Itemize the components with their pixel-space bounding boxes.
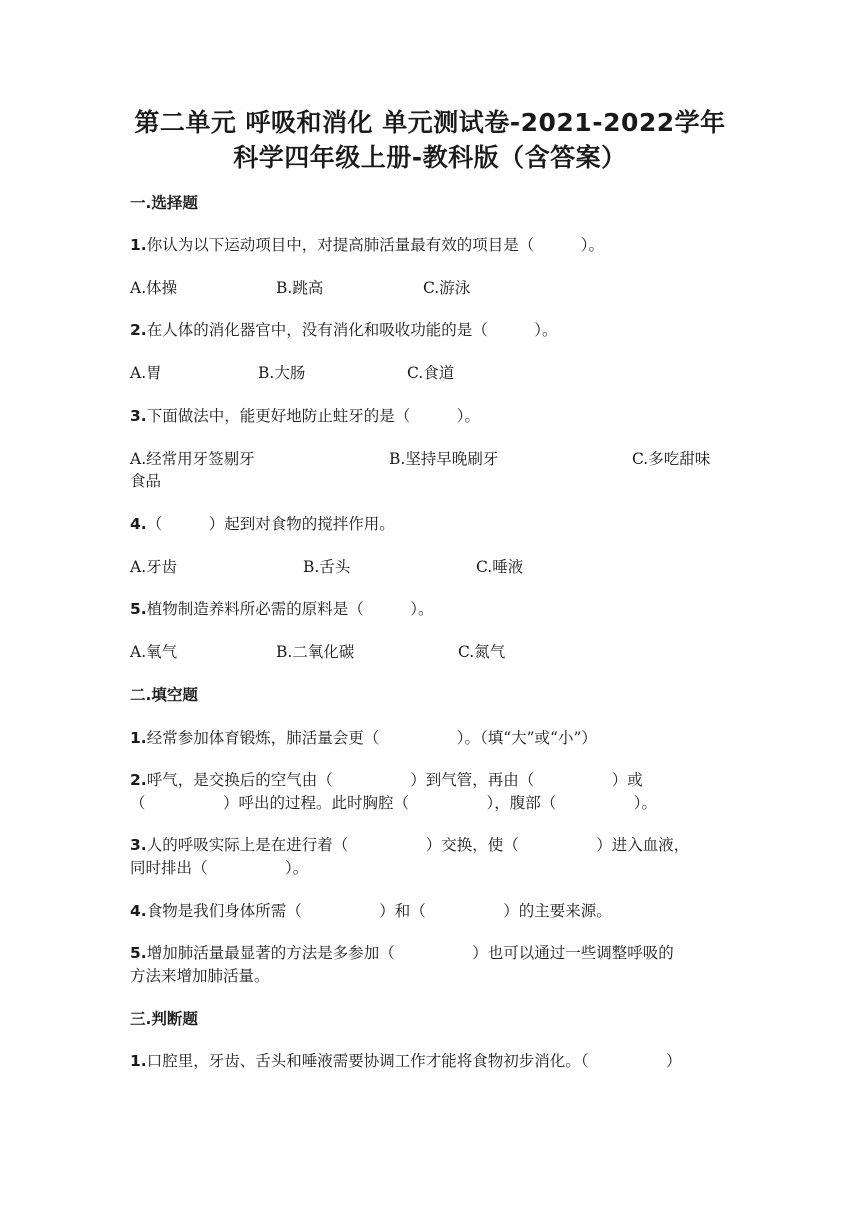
question-number: 3. <box>130 407 147 425</box>
question-text: 你认为以下运动项目中，对提高肺活量最有效的项目是（ ）。 <box>146 236 604 254</box>
choice-question-4 <box>130 513 740 535</box>
section-heading-fill: 二.填空题 <box>130 686 198 704</box>
option-a: A.胃 <box>130 364 162 382</box>
question-number: 2. <box>130 321 147 339</box>
fill-question-3-line2: 同时排出（ ）。 <box>130 859 309 877</box>
question-number: 1. <box>130 1052 147 1070</box>
question-text: 经常参加体育锻炼，肺活量会更（ ）。（填“大”或“小”） <box>146 729 597 747</box>
question-text: 下面做法中，能更好地防止蛀牙的是（ ）。 <box>146 407 480 425</box>
question-number: 1. <box>130 729 147 747</box>
question-number: 4. <box>130 902 147 920</box>
question-number: 1. <box>130 236 147 254</box>
option-c: C.唾液 <box>476 558 524 576</box>
option-b: B.舌头 <box>303 558 351 576</box>
question-text: （ ）起到对食物的搅拌作用。 <box>146 515 395 533</box>
question-number: 5. <box>130 600 147 618</box>
question-text: 植物制造养料所必需的原料是（ ）。 <box>146 600 434 618</box>
option-a: A.氧气 <box>130 643 178 661</box>
option-c: C.游泳 <box>423 279 471 297</box>
option-b: B.二氧化碳 <box>276 643 355 661</box>
fill-question-5-line2: 方法来增加肺活量。 <box>130 967 270 985</box>
question-text: 人的呼吸实际上是在进行着（ ）交换，使（ ）进入血液， <box>146 836 690 854</box>
question-text: 呼气，是交换后的空气由（ ）到气管，再由（ ）或 <box>146 771 643 789</box>
option-c: C.多吃甜味 <box>632 450 711 468</box>
option-a: A.牙齿 <box>130 558 178 576</box>
section-heading-choice: 一.选择题 <box>130 194 198 212</box>
option-c: C.氮气 <box>458 643 506 661</box>
question-number: 4. <box>130 515 147 533</box>
question-text: 口腔里，牙齿、舌头和唾液需要协调工作才能将食物初步消化。（ ） <box>146 1052 682 1070</box>
choice-question-3 <box>130 405 740 427</box>
question-text: 增加肺活量最显著的方法是多参加（ ）也可以通过一些调整呼吸的 <box>146 944 674 962</box>
fill-question-2-line2: （ ）呼出的过程。此时胸腔（ ），腹部（ ）。 <box>130 794 658 812</box>
option-b: B.跳高 <box>276 279 324 297</box>
page-title-line1: 第二单元 呼吸和消化 单元测试卷-2021-2022学年 <box>134 108 726 137</box>
option-c: C.食道 <box>407 364 455 382</box>
choice-options-3-wrap: 食品 <box>130 472 162 490</box>
fill-question-3 <box>130 834 740 856</box>
question-number: 5. <box>130 944 147 962</box>
question-text: 在人体的消化器官中，没有消化和吸收功能的是（ ）。 <box>146 321 558 339</box>
fill-question-5 <box>130 942 740 964</box>
question-text: 食物是我们身体所需（ ）和（ ）的主要来源。 <box>146 902 612 920</box>
choice-question-1 <box>130 234 740 256</box>
fill-question-1 <box>130 727 740 749</box>
option-a: A.经常用牙签剔牙 <box>130 450 255 468</box>
option-b: B.坚持早晚刷牙 <box>389 450 499 468</box>
choice-question-2 <box>130 319 740 341</box>
fill-question-2 <box>130 769 740 791</box>
choice-question-5 <box>130 598 740 620</box>
question-number: 3. <box>130 836 147 854</box>
judge-question-1 <box>130 1050 740 1072</box>
fill-question-4 <box>130 900 740 922</box>
option-a: A.体操 <box>130 279 178 297</box>
section-heading-judge: 三.判断题 <box>130 1010 198 1028</box>
option-b: B.大肠 <box>258 364 306 382</box>
question-number: 2. <box>130 771 147 789</box>
page-title-line2: 科学四年级上册-教科版（含答案） <box>233 143 627 172</box>
